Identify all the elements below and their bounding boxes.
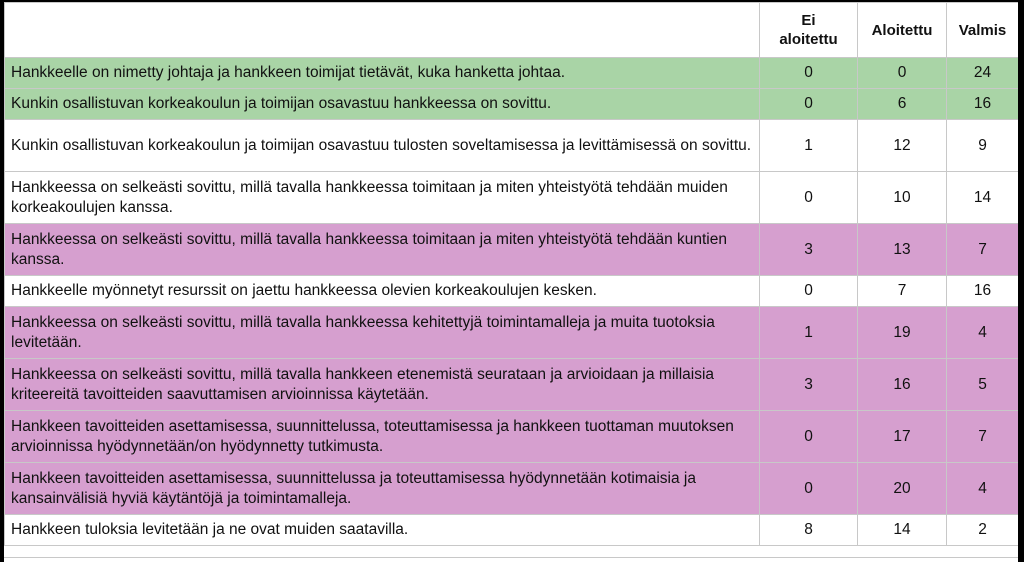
cell-valmis: 5 (947, 359, 1019, 411)
table-row (5, 307, 1019, 359)
row-label: Hankkeelle myönnetyt resurssit on jaettu hankkeessa olevien korkeakoulujen kesken. (5, 276, 760, 307)
row-label: Hankkeessa on selkeästi sovittu, millä tavalla hankkeessa toimitaan ja miten yhteistyötä tehdään kuntien kanssa. (5, 224, 760, 276)
table-header-row (5, 3, 1019, 58)
table-row (5, 411, 1019, 463)
cell-valmis: 2 (947, 515, 1019, 546)
cell-valmis: 14 (947, 172, 1019, 224)
cell-aloitettu: 12 (858, 120, 947, 172)
cell-valmis: 7 (947, 411, 1019, 463)
row-label: Hankkeessa on selkeästi sovittu, millä tavalla hankkeessa kehitettyjä toimintamalleja ja muita tuotoksia levitetään. (5, 307, 760, 359)
table-row (5, 463, 1019, 515)
cell-ei-aloitettu: 8 (760, 515, 858, 546)
cell-valmis: 24 (947, 58, 1019, 89)
row-label: Hankkeelle on nimetty johtaja ja hankkeen toimijat tietävät, kuka hanketta johtaa. (5, 58, 760, 89)
header-aloitettu: Aloitettu (858, 3, 947, 58)
cell-ei-aloitettu: 3 (760, 359, 858, 411)
row-label: Hankkeen tuloksia levitetään ja ne ovat muiden saatavilla. (5, 515, 760, 546)
row-label: Hankkeessa on selkeästi sovittu, millä tavalla hankkeen etenemistä seurataan ja arvioidaan ja millaisia kriteereitä tavoitteiden saavuttamisen arvioinnissa käytetään. (5, 359, 760, 411)
cell-valmis: 7 (947, 224, 1019, 276)
header-label-column (5, 3, 760, 58)
header-ei-line1: Ei (801, 12, 816, 29)
cell-ei-aloitettu: 0 (760, 276, 858, 307)
table-row (5, 276, 1019, 307)
table-row (5, 359, 1019, 411)
cell-aloitettu: 20 (858, 463, 947, 515)
cell-aloitettu: 16 (858, 359, 947, 411)
cell-valmis: 16 (947, 276, 1019, 307)
table-row (5, 172, 1019, 224)
next-row-edge (4, 557, 1018, 562)
row-label: Hankkeen tavoitteiden asettamisessa, suunnittelussa ja toteuttamisessa hyödynnetään kotimaisia ja kansainvälisiä hyviä käytäntöjä ja toimintamalleja. (5, 463, 760, 515)
table-row (5, 58, 1019, 89)
table-body (5, 58, 1019, 546)
row-label: Hankkeessa on selkeästi sovittu, millä tavalla hankkeessa toimitaan ja miten yhteistyötä tehdään muiden korkeakoulujen kanssa. (5, 172, 760, 224)
header-ei-line2: aloitettu (779, 31, 838, 48)
cell-aloitettu: 13 (858, 224, 947, 276)
cell-ei-aloitettu: 0 (760, 58, 858, 89)
cell-aloitettu: 19 (858, 307, 947, 359)
cell-aloitettu: 17 (858, 411, 947, 463)
cell-ei-aloitettu: 1 (760, 307, 858, 359)
cell-ei-aloitettu: 0 (760, 172, 858, 224)
cell-aloitettu: 6 (858, 89, 947, 120)
cell-ei-aloitettu: 0 (760, 89, 858, 120)
row-label: Kunkin osallistuvan korkeakoulun ja toimijan osavastuu tulosten soveltamisessa ja levittämisessä on sovittu. (5, 120, 760, 172)
status-table (4, 2, 1018, 546)
cell-ei-aloitettu: 0 (760, 463, 858, 515)
table-row (5, 89, 1019, 120)
cell-valmis: 4 (947, 307, 1019, 359)
table-row (5, 120, 1019, 172)
cell-aloitettu: 7 (858, 276, 947, 307)
cell-valmis: 9 (947, 120, 1019, 172)
table-row (5, 515, 1019, 546)
cell-ei-aloitettu: 3 (760, 224, 858, 276)
cell-aloitettu: 14 (858, 515, 947, 546)
table-row (5, 224, 1019, 276)
cell-ei-aloitettu: 0 (760, 411, 858, 463)
cell-valmis: 4 (947, 463, 1019, 515)
row-label: Kunkin osallistuvan korkeakoulun ja toimijan osavastuu hankkeessa on sovittu. (5, 89, 760, 120)
row-label: Hankkeen tavoitteiden asettamisessa, suunnittelussa, toteuttamisessa ja hankkeen tuottaman muutoksen arvioinnissa hyödynnetään/on hyödynnetty tutkimusta. (5, 411, 760, 463)
cell-aloitettu: 10 (858, 172, 947, 224)
cell-valmis: 16 (947, 89, 1019, 120)
cell-ei-aloitettu: 1 (760, 120, 858, 172)
header-ei-aloitettu (760, 3, 858, 58)
cell-aloitettu: 0 (858, 58, 947, 89)
header-valmis: Valmis (947, 3, 1019, 58)
table-frame (4, 2, 1018, 562)
